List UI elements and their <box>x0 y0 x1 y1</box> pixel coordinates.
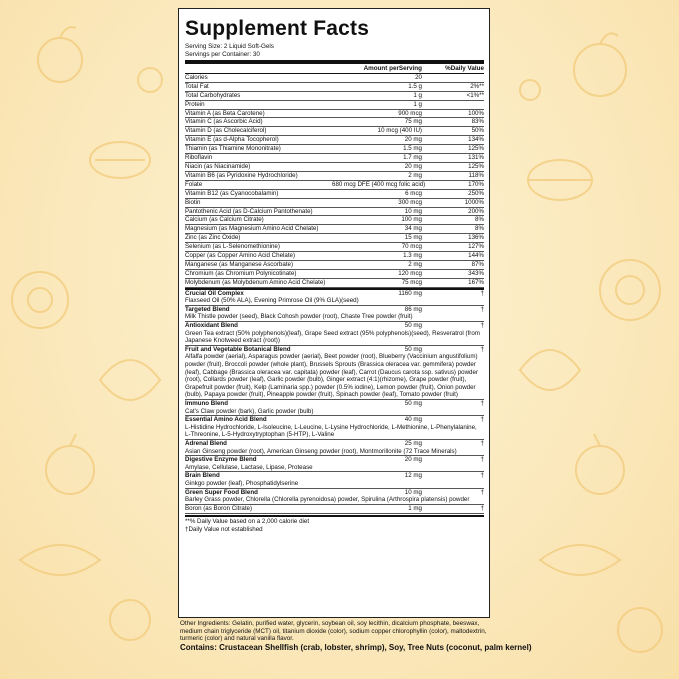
nutrient-dv: 2%** <box>470 82 484 90</box>
nutrient-dv <box>426 101 484 109</box>
blend-name: Fruit and Vegetable Botanical Blend <box>185 345 291 353</box>
blend-ingredients: Green Tea extract (50% polyphenols)(leaf), Grape Seed extract (95% polyphenols)(seed), Resveratrol (from Japanese Knotweed extract (root)) <box>185 329 480 345</box>
nutrient-name: Selenium (as L-Selenomethionine) <box>185 243 280 251</box>
nutrient-row <box>185 101 484 110</box>
other-ingredients-text: Other Ingredients: Gelatin, purified water, glycerin, soybean oil, soy lecithin, dicalcium phosphate, beeswax, medium chain triglyceride (MCT) oil, titanium dioxide (color), sodium copper chlorophyllin (color), maltodextrin, turmeric (color) and natural vanilla flavor. <box>180 620 487 643</box>
nutrient-row <box>185 270 484 279</box>
blend-amount: 20 mg <box>404 456 422 464</box>
nutrient-dv: 131% <box>468 154 484 162</box>
nutrient-name: Vitamin B6 (as Pyridoxine Hydrochloride) <box>185 171 298 179</box>
blend-name: Crucial Oil Complex <box>185 289 244 297</box>
nutrient-name: Magnesium (as Magnesium Amino Acid Chelate) <box>185 225 319 233</box>
servings-per-container: Servings per Container: 30 <box>185 50 260 58</box>
nutrient-name: Biotin <box>185 198 201 206</box>
nutrient-amount: 20 <box>415 73 422 81</box>
blend-dv: † <box>480 472 484 480</box>
nutrient-amount: 300 mcg <box>398 198 422 206</box>
nutrient-row <box>185 252 484 261</box>
blend-amount: 12 mg <box>404 472 422 480</box>
blend-row <box>185 306 484 322</box>
nutrient-dv: 1000% <box>464 198 484 206</box>
nutrient-dv: 50% <box>471 127 484 135</box>
nutrient-name: Total Carbohydrates <box>185 91 241 99</box>
nutrient-name: Manganese (as Manganese Ascorbate) <box>185 260 294 268</box>
blend-ingredients: Amylase, Cellulase, Lactase, Lipase, Protease <box>185 463 313 471</box>
nutrient-row <box>185 190 484 199</box>
nutrient-dv: 118% <box>468 171 484 179</box>
blend-amount: 25 mg <box>404 439 422 447</box>
blend-amount: 50 mg <box>404 345 422 353</box>
nutrient-row <box>185 243 484 252</box>
nutrient-table <box>185 74 484 288</box>
blend-row <box>185 400 484 416</box>
nutrient-amount: 2 mg <box>408 260 422 268</box>
nutrient-dv: <1%** <box>466 91 484 99</box>
blend-row <box>185 472 484 488</box>
blend-dv: † <box>480 488 484 496</box>
nutrient-row <box>185 118 484 127</box>
blend-ingredients: Barley Grass powder, Chlorella (Chlorella pyrenoidosa) powder, Spirulina (Arthrospira platensis) powder <box>185 496 470 504</box>
nutrient-name: Niacin (as Niacinamide) <box>185 162 251 170</box>
nutrient-amount: 6 mcg <box>405 189 422 197</box>
nutrient-row <box>185 110 484 119</box>
nutrient-name: Protein <box>185 100 205 108</box>
nutrient-dv: 125% <box>468 162 484 170</box>
serving-size: Serving Size: 2 Liquid Soft-Gels <box>185 43 274 50</box>
blend-ingredients: Alfalfa powder (aerial), Asparagus powder (aerial), Beet powder (root), Blueberry (Vaccinium angustifolium) powder (fruit), Broccoli powder (whole plant), Brussels Sprouts (Brassica oleracea var. gemmifera) powder (leaf), Cabbage (Brassica oleracea var. capitata) powder (leaf), Carrot (Daucus carota ssp. sativus) powder (root), Collards powder (leaf), Garlic powder (bulb), Ginger extract (4:1)(rhizome), Grape powder (fruit), Grapefruit powder (fruit), Kelp (Laminaria spp.) powder (0.5% iodine), Lemon powder (fruit), Onion powder (bulb), Papaya powder (fruit), Pineapple powder (fruit), Spinach powder (leaf), Tomato powder (fruit) <box>185 353 479 399</box>
dv-header: %Daily Value <box>445 65 484 72</box>
blend-amount: 1160 mg <box>398 289 422 297</box>
nutrient-row <box>185 234 484 243</box>
nutrient-name: Chromium (as Chromium Polynicotinate) <box>185 269 297 277</box>
blend-ingredients: Cat's Claw powder (bark), Garlic powder (bulb) <box>185 407 314 415</box>
blend-name: Digestive Enzyme Blend <box>185 456 257 464</box>
blend-amount: 50 mg <box>404 322 422 330</box>
nutrient-row <box>185 92 484 101</box>
blend-dv: † <box>480 456 484 464</box>
blend-name: Immuno Blend <box>185 399 228 407</box>
blend-dv: † <box>480 416 484 424</box>
blend-dv: † <box>480 399 484 407</box>
blend-amount: 86 mg <box>404 305 422 313</box>
nutrient-name: Molybdenum (as Molybdenum Amino Acid Chelate) <box>185 278 326 286</box>
nutrient-dv: 136% <box>468 234 484 242</box>
nutrient-name: Riboflavin <box>185 154 213 162</box>
blend-name: Green Super Food Blend <box>185 488 258 496</box>
blend-dv: † <box>480 439 484 447</box>
nutrient-amount: 75 mg <box>404 118 422 126</box>
nutrient-amount: 70 mcg <box>401 243 422 251</box>
blend-ingredients: Asian Ginseng powder (root), American Ginseng powder (root), Montmorillonite (72 Trace Minerals) <box>185 447 457 455</box>
nutrient-amount: 1 g <box>413 91 422 99</box>
footnote-dv: **% Daily Value based on a 2,000 calorie diet <box>185 517 310 525</box>
blend-name: Targeted Blend <box>185 305 230 313</box>
nutrient-name: Vitamin B12 (as Cyanocobalamin) <box>185 189 279 197</box>
nutrient-dv: 83% <box>471 118 484 126</box>
nutrient-amount: 1 g <box>413 100 422 108</box>
nutrient-row <box>185 154 484 163</box>
blend-amount: 10 mg <box>404 488 422 496</box>
blend-ingredients: Ginkgo powder (leaf), Phosphatidylserine <box>185 479 299 487</box>
nutrient-row <box>185 136 484 145</box>
nutrient-dv: 343% <box>468 269 484 277</box>
other-ingredients-section <box>180 620 532 653</box>
allergen-statement: Contains: Crustacean Shellfish (crab, lobster, shrimp), Soy, Tree Nuts (coconut, palm kernel) <box>180 642 532 652</box>
nutrient-name: Vitamin A (as Beta Carotene) <box>185 109 265 117</box>
nutrient-dv: 127% <box>468 243 484 251</box>
blend-dv: † <box>480 322 484 330</box>
blend-row <box>185 290 484 306</box>
blend-name: Adrenal Blend <box>185 439 227 447</box>
blend-table <box>185 290 484 505</box>
nutrient-row <box>185 261 484 270</box>
blend-dv: † <box>480 305 484 313</box>
nutrient-amount: 10 mg <box>404 207 422 215</box>
nutrient-name: Vitamin E (as d-Alpha Tocopherol) <box>185 136 279 144</box>
nutrient-row <box>185 83 484 92</box>
nutrient-dv: 144% <box>468 252 484 260</box>
nutrient-dv: 200% <box>468 207 484 215</box>
panel-title: Supplement Facts <box>185 17 370 40</box>
blend-amount: 40 mg <box>404 416 422 424</box>
nutrient-name: Vitamin C (as Ascorbic Acid) <box>185 118 263 126</box>
nutrient-row <box>185 208 484 217</box>
nutrient-name: Pantothenic Acid (as D-Calcium Pantothenate) <box>185 207 313 215</box>
nutrient-amount: 120 mcg <box>398 269 422 277</box>
nutrient-amount: 680 mcg DFE (400 mcg folic acid) <box>332 180 426 188</box>
blend-row <box>185 346 484 400</box>
nutrient-amount: 75 mcg <box>401 278 422 286</box>
nutrient-amount: 10 mcg (400 IU) <box>377 127 422 135</box>
amount-header: Amount perServing <box>363 65 422 72</box>
nutrient-amount: 100 mg <box>401 216 422 224</box>
nutrient-dv: 8% <box>475 225 484 233</box>
nutrient-amount: 1.5 mg <box>403 145 422 153</box>
nutrient-row <box>185 145 484 154</box>
nutrient-name: Vitamin D (as Cholecalciferol) <box>185 127 267 135</box>
nutrient-dv: 100% <box>468 109 484 117</box>
nutrient-amount: 20 mg <box>404 136 422 144</box>
nutrient-amount: 34 mg <box>404 225 422 233</box>
column-header <box>185 65 484 74</box>
nutrient-amount: 1.7 mg <box>403 154 422 162</box>
footnote-dagger: †Daily Value not established <box>185 526 263 534</box>
supplement-facts-panel <box>178 8 490 618</box>
thick-divider <box>185 60 484 64</box>
nutrient-row <box>185 74 484 83</box>
nutrient-dv: 167% <box>468 278 484 286</box>
nutrient-amount: 1.3 mg <box>403 252 422 260</box>
blend-name: Essential Amino Acid Blend <box>185 416 267 424</box>
blend-row <box>185 489 484 505</box>
nutrient-dv <box>426 74 484 82</box>
nutrient-name: Zinc (as Zinc Oxide) <box>185 234 241 242</box>
footer-divider <box>185 515 484 517</box>
nutrient-amount: 20 mg <box>404 162 422 170</box>
nutrient-row <box>185 225 484 234</box>
blend-ingredients: Flaxseed Oil (50% ALA), Evening Primrose Oil (9% GLA)(seed) <box>185 297 359 305</box>
nutrient-dv: 8% <box>475 216 484 224</box>
nutrient-row <box>185 172 484 181</box>
blend-ingredients: Milk Thistle powder (seed), Black Cohosh powder (root), Chaste Tree powder (fruit) <box>185 313 413 321</box>
nutrient-amount: 15 mg <box>404 234 422 242</box>
blend-ingredients: L-Histidine Hydrochloride, L-Isoleucine, L-Leucine, L-Lysine Hydrochloride, L-Methionine, L-Phenylalanine, L-Threonine, L-5-Hydroxytryptophan (5-HTP), L-Valine <box>185 423 477 439</box>
boron-row: Boron (as Boron Citrate) 1 mg † <box>185 504 484 512</box>
blend-dv: † <box>480 345 484 353</box>
nutrient-dv: 125% <box>468 145 484 153</box>
nutrient-row <box>185 216 484 225</box>
nutrient-dv: 134% <box>468 136 484 144</box>
blend-row <box>185 416 484 440</box>
blend-row <box>185 322 484 346</box>
blend-name: Antioxidant Blend <box>185 322 238 330</box>
nutrient-row <box>185 181 484 190</box>
blend-row <box>185 440 484 456</box>
nutrient-name: Copper (as Copper Amino Acid Chelate) <box>185 252 296 260</box>
nutrient-row <box>185 163 484 172</box>
nutrient-amount: 2 mg <box>408 171 422 179</box>
nutrient-name: Total Fat <box>185 82 209 90</box>
blend-amount: 50 mg <box>404 399 422 407</box>
nutrient-dv: 250% <box>468 189 484 197</box>
blend-dv: † <box>480 289 484 297</box>
nutrient-name: Thiamin (as Thiamine Mononitrate) <box>185 145 281 153</box>
blend-name: Brain Blend <box>185 472 220 480</box>
nutrient-row <box>185 127 484 136</box>
nutrient-name: Calcium (as Calcium Citrate) <box>185 216 264 224</box>
nutrient-amount: 1.5 g <box>408 82 422 90</box>
nutrient-dv: 170% <box>468 180 484 188</box>
nutrient-row <box>185 279 484 288</box>
blend-row <box>185 456 484 472</box>
nutrient-row <box>185 199 484 208</box>
nutrient-amount: 900 mcg <box>398 109 422 117</box>
nutrient-name: Calories <box>185 73 208 81</box>
nutrient-dv: 87% <box>471 260 484 268</box>
nutrient-name: Folate <box>185 180 203 188</box>
